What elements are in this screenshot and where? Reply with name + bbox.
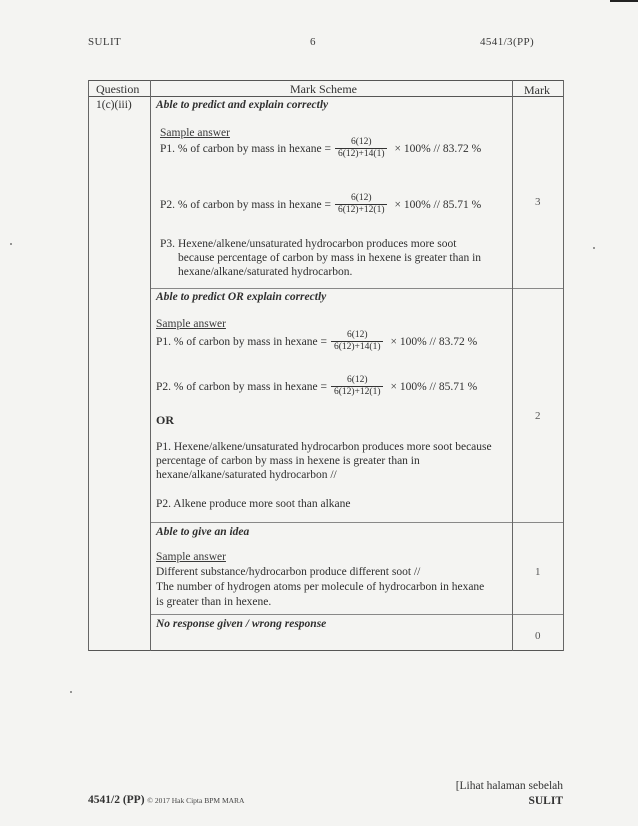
formula-result: × 100% // 83.72 % [390, 335, 478, 348]
header-confidential-label: SULIT [88, 36, 122, 48]
criteria-heading: No response given / wrong response [156, 618, 327, 630]
mark-column-border [512, 80, 513, 651]
sample-answer-label: Sample answer [156, 551, 226, 563]
formula-p1 [156, 330, 477, 353]
formula-result: × 100% // 85.71 % [390, 380, 478, 393]
criteria-heading: Able to give an idea [156, 526, 250, 538]
fraction-denominator: 6(12)+12(1) [331, 386, 384, 398]
formula-result: × 100% // 83.72 % [394, 142, 482, 155]
column-header-question: Question [96, 82, 140, 96]
or-label: OR [156, 413, 174, 427]
fraction-numerator: 6(12) [350, 137, 372, 147]
formula-label: P1. % of carbon by mass in hexane = [160, 142, 331, 155]
scan-edge-mark [610, 0, 638, 2]
section-divider [150, 614, 564, 615]
table-right-border [563, 80, 564, 651]
scan-speck [593, 247, 595, 249]
fraction [331, 330, 384, 353]
scan-speck [70, 691, 72, 693]
section-divider [150, 288, 564, 289]
section-divider [150, 522, 564, 523]
footer-code: 4541/2 (PP) [88, 794, 145, 806]
column-header-mark-scheme: Mark Scheme [290, 82, 357, 96]
formula-p2 [156, 375, 477, 398]
formula-label: P1. % of carbon by mass in hexane = [156, 335, 327, 348]
footer-copyright: © 2017 Hak Cipta BPM MARA [147, 796, 245, 805]
formula-result: × 100% // 85.71 % [394, 198, 482, 211]
mark-value: 2 [535, 410, 541, 422]
fraction-denominator: 6(12)+14(1) [331, 341, 384, 353]
page-number: 6 [310, 36, 316, 48]
point-p3-line: because percentage of carbon by mass in hexene is greater than in [178, 252, 482, 264]
fraction [335, 137, 388, 160]
question-column-border [150, 80, 151, 651]
idea-line: is greater than in hexene. [156, 596, 272, 608]
mark-value: 1 [535, 566, 541, 578]
scan-speck [10, 243, 12, 245]
formula-p1 [160, 137, 481, 160]
sample-answer-label: Sample answer [156, 318, 226, 330]
idea-line: Different substance/hydrocarbon produce different soot // [156, 566, 421, 578]
mark-value: 0 [535, 630, 541, 642]
fraction-numerator: 6(12) [346, 330, 368, 340]
fraction [335, 193, 388, 216]
alt-point-line: P1. Hexene/alkene/unsaturated hydrocarbon produces more soot because [156, 441, 492, 453]
fraction-numerator: 6(12) [350, 193, 372, 203]
alt-point-line: percentage of carbon by mass in hexene is greater than in [156, 455, 420, 467]
fraction-denominator: 6(12)+14(1) [335, 148, 388, 160]
fraction-denominator: 6(12)+12(1) [335, 204, 388, 216]
formula-p2 [160, 193, 481, 216]
paper-code: 4541/3(PP) [480, 36, 535, 48]
criteria-heading: Able to predict and explain correctly [156, 99, 329, 111]
table-left-border [88, 80, 89, 651]
question-id: 1(c)(iii) [96, 99, 132, 111]
point-p3-line: hexane/alkane/saturated hydrocarbon. [178, 266, 353, 278]
point-p3-line: Hexene/alkene/unsaturated hydrocarbon produces more soot [178, 238, 457, 250]
mark-value: 3 [535, 196, 541, 208]
fraction-numerator: 6(12) [346, 375, 368, 385]
formula-label: P2. % of carbon by mass in hexane = [156, 380, 327, 393]
formula-label: P2. % of carbon by mass in hexane = [160, 198, 331, 211]
point-p3-label: P3. [160, 238, 176, 250]
sample-answer-label: Sample answer [160, 127, 230, 139]
footer-next-page: [Lihat halaman sebelah [455, 780, 563, 792]
footer-paper-code [88, 794, 244, 806]
table-bottom-border [88, 650, 564, 651]
column-header-mark: Mark [524, 83, 550, 97]
footer-sulit: SULIT [528, 795, 563, 807]
table-top-border [88, 80, 564, 81]
idea-line: The number of hydrogen atoms per molecule of hydrocarbon in hexane [156, 581, 485, 593]
criteria-heading: Able to predict OR explain correctly [156, 291, 327, 303]
alt-point-p2: P2. Alkene produce more soot than alkane [156, 498, 351, 510]
alt-point-line: hexane/alkane/saturated hydrocarbon // [156, 469, 337, 481]
fraction [331, 375, 384, 398]
